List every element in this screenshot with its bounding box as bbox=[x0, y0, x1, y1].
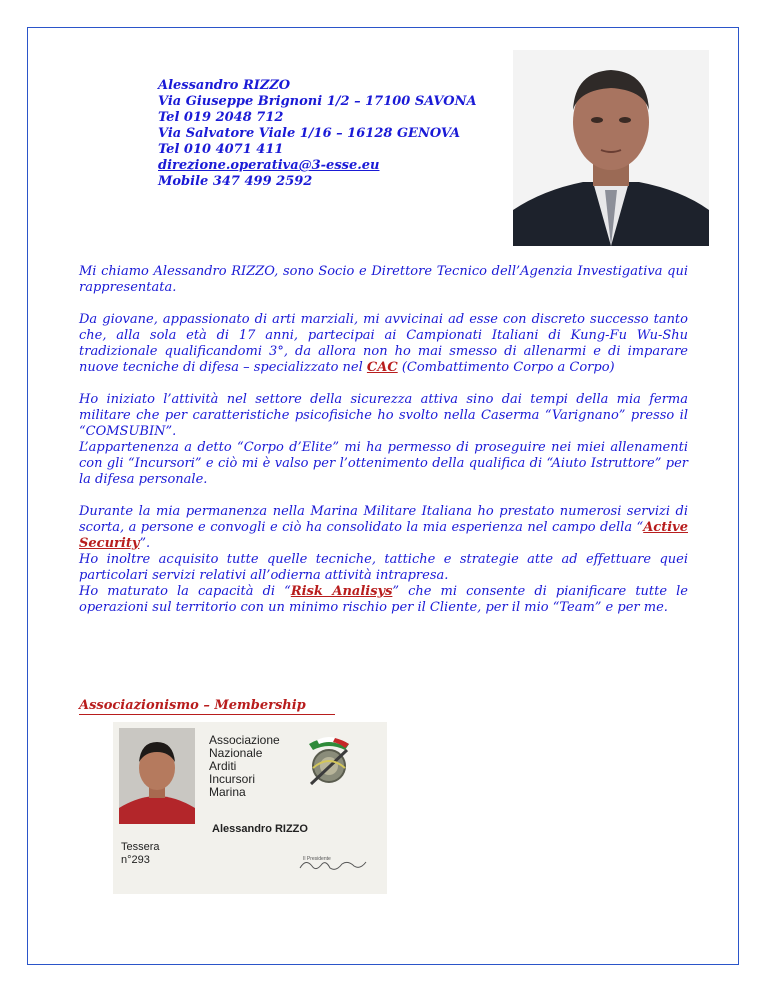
paragraph-military bbox=[79, 392, 688, 488]
paragraph-text: Ho maturato la capacità di “ bbox=[79, 584, 291, 599]
paragraph-text: Ho iniziato l’attività nel settore della sicurezza attiva sino dai tempi della mia ferma militare che per caratteristiche psicofisiche ho svolto nella Caserma “Varignano” presso il “COMSUBIN”. bbox=[79, 392, 688, 439]
card-tessera-label: Tessera bbox=[121, 841, 160, 853]
card-president-label: Il Presidente bbox=[303, 856, 331, 862]
card-assoc-line: Associazione bbox=[209, 733, 280, 747]
card-association-name bbox=[209, 734, 280, 799]
paragraph-text: (Combattimento Corpo a Corpo) bbox=[397, 360, 615, 375]
highlight-cac: CAC bbox=[366, 360, 398, 375]
highlight-risk-analisys: Risk Analisys bbox=[290, 584, 393, 599]
paragraph-navy bbox=[79, 504, 688, 616]
contact-address-genova: Via Salvatore Viale 1/16 – 16128 GENOVA bbox=[158, 126, 461, 141]
membership-card bbox=[113, 722, 387, 894]
membership-heading: Associazionismo – Membership bbox=[79, 698, 335, 715]
card-holder-name: Alessandro RIZZO bbox=[212, 823, 308, 835]
paragraph-martial-arts bbox=[79, 312, 688, 376]
portrait-photo bbox=[513, 50, 709, 246]
signature-icon bbox=[298, 856, 368, 874]
contact-block bbox=[158, 78, 477, 190]
paragraph-text: L’appartenenza a detto “Corpo d’Elite” mi ha permesso di proseguire nei miei allenamenti con gli “Incursori” e ciò mi è valso per l’ottenimento della qualifica di “Aiuto Istruttore” per la difesa personale. bbox=[79, 440, 688, 487]
contact-address-savona: Via Giuseppe Brignoni 1/2 – 17100 SAVONA bbox=[158, 94, 477, 109]
paragraph-text: ”. bbox=[139, 536, 151, 551]
card-tessera bbox=[121, 841, 160, 867]
contact-mobile: Mobile 347 499 2592 bbox=[158, 174, 313, 189]
paragraph-text: Durante la mia permanenza nella Marina Militare Italiana ho prestato numerosi servizi di scorta, a persone e convogli e ciò ha consolidato la mia esperienza nel campo della “ bbox=[79, 504, 688, 535]
contact-email-link[interactable]: direzione.operativa@3-esse.eu bbox=[158, 158, 380, 173]
card-assoc-line: Incursori bbox=[209, 772, 256, 786]
highlight-active-security: Active Security bbox=[79, 520, 688, 551]
card-tessera-number: n°293 bbox=[121, 854, 150, 866]
card-assoc-line: Marina bbox=[209, 785, 246, 799]
card-assoc-line: Nazionale bbox=[209, 746, 263, 760]
paragraph-text: Ho inoltre acquisito tutte quelle tecniche, tattiche e strategie atte ad effettuare quei particolari servizi relativi all’odierna attività intrapresa. bbox=[79, 552, 688, 583]
contact-tel-savona: Tel 019 2048 712 bbox=[158, 110, 284, 125]
contact-tel-genova: Tel 010 4071 411 bbox=[158, 142, 284, 157]
biography-text bbox=[79, 264, 688, 632]
emblem-icon bbox=[303, 734, 355, 790]
paragraph-intro: Mi chiamo Alessandro RIZZO, sono Socio e Direttore Tecnico dell’Agenzia Investigativa qui rappresentata. bbox=[79, 264, 688, 295]
card-photo bbox=[119, 728, 195, 824]
card-assoc-line: Arditi bbox=[209, 759, 237, 773]
paragraph-text: ” che mi consente di pianificare tutte le operazioni sul territorio con un minimo rischio per il Cliente, per il mio “Team” e per me. bbox=[79, 584, 688, 615]
paragraph-text: Da giovane, appassionato di arti marziali, mi avvicinai ad esse con discreto successo tanto che, alla sola età di 17 anni, partecipai ai Campionati Italiani di Kung-Fu Wu-Shu tradizionale qualificandomi 3°, da allora non ho mai smesso di allenarmi e di imparare nuove tecniche di difesa – specializzato nel bbox=[79, 312, 688, 375]
contact-name: Alessandro RIZZO bbox=[158, 78, 291, 93]
